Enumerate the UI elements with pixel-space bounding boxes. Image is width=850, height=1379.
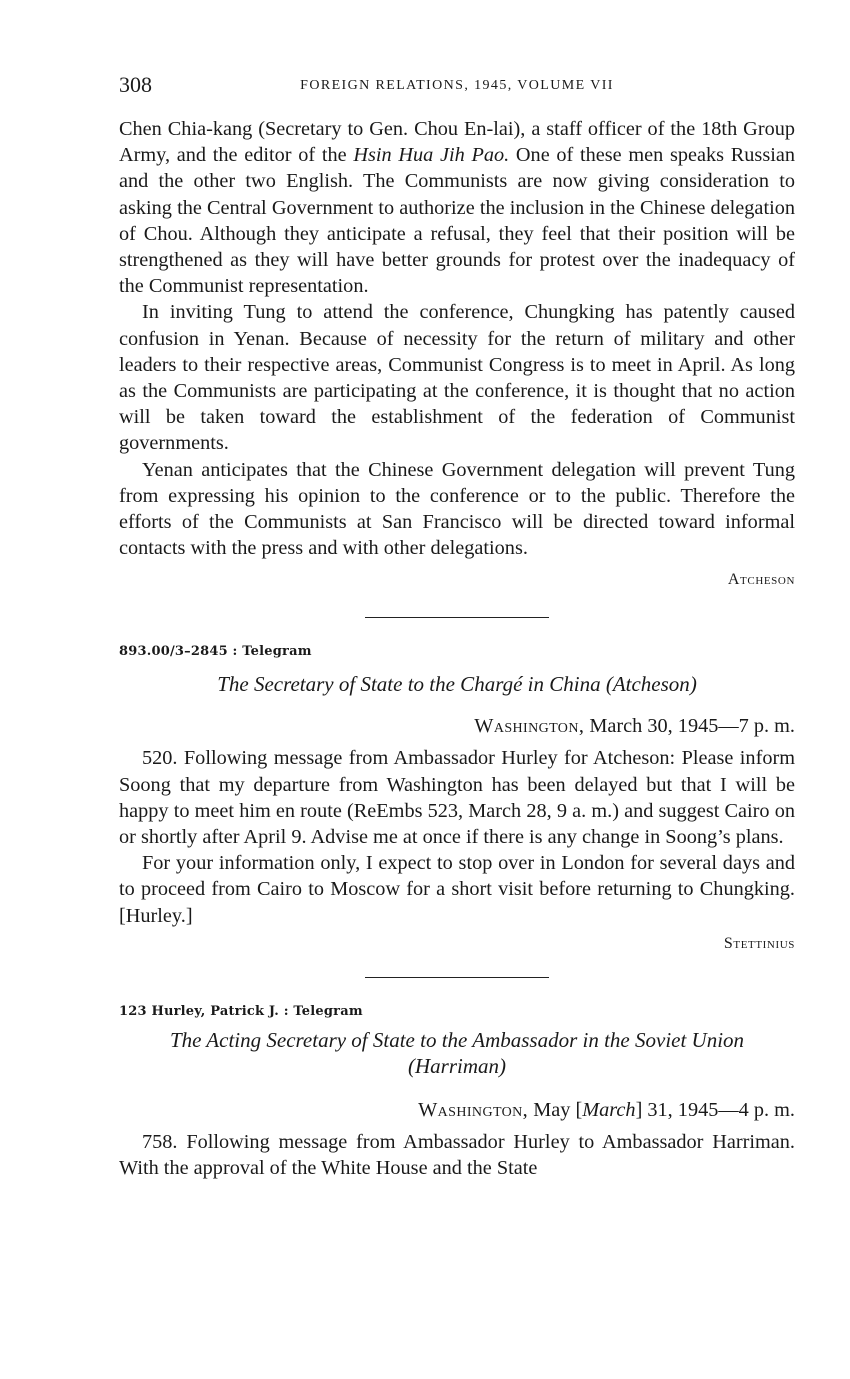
doc2-heading-recipient: Atcheson	[612, 672, 690, 697]
doc2-heading: The Secretary of State to the Chargé in China (Atcheson)	[217, 672, 697, 697]
running-head	[119, 72, 795, 102]
document-page	[119, 72, 795, 1181]
doc1-paragraph-3: Yenan anticipates that the Chinese Government delegation will prevent Tung from expressing his opinion to the conference or to the public. Therefore the efforts of the Communists at San Francisco will be directed toward informal contacts with the press and with other delegations.	[119, 458, 795, 560]
doc1-paragraph-2: In inviting Tung to attend the conference, Chungking has patently caused confusion in Yenan. Because of necessity for the return of military and other leaders to their respective areas, Communist Congress is to meet in April. As long as the Communists are participating at the conference, it is thought that no action will be taken toward the establishment of the federation of Communist governments.	[119, 301, 795, 455]
running-title: FOREIGN RELATIONS, 1945, VOLUME VII	[300, 78, 614, 93]
page-number: 308	[119, 72, 152, 97]
doc3-heading-recipient: Harriman	[414, 1053, 499, 1078]
doc3-paragraph-1: 758. Following message from Ambassador Hurley to Ambassador Harriman. With the approval of the White House and the State	[119, 1130, 795, 1180]
doc2-signature: Stettinius	[723, 934, 795, 952]
section-divider-1	[365, 617, 549, 618]
doc3-file-reference: 123 Hurley, Patrick J. : Telegram	[119, 1003, 363, 1019]
doc2-dateline: Washington, March 30, 1945—7 p. m.	[474, 715, 795, 738]
doc3-dateline: Washington, May [March] 31, 1945—4 p. m.	[418, 1098, 795, 1121]
doc2-file-reference: 893.00/3–2845 : Telegram	[119, 644, 312, 660]
doc2-paragraph-1: 520. Following message from Ambassador Hurley for Atcheson: Please inform Soong that my departure from Washington has been delayed but that I will be happy to meet him en route (ReEmbs 523, March 28, 9 a. m.) and suggest Cairo on or shortly after April 9. Advise me at once if there is any change in Soong’s plans.	[119, 747, 795, 849]
section-divider-2	[365, 977, 549, 978]
doc2-paragraph-2: For your information only, I expect to stop over in London for several days and to proceed from Cairo to Moscow for a short visit before returning to Chungking. [Hurley.]	[119, 852, 795, 927]
doc1-paragraph-1: Chen Chia-kang (Secretary to Gen. Chou En-lai), a staff officer of the 18th Group Army, and the editor of the Hsin Hua Jih Pao. One of these men speaks Russian and the other two English. The Communists are now giving consideration to asking the Central Government to authorize the inclusion in the Chinese delegation of Chou. Although they anticipate a refusal, they feel that their position will be strengthened as they will have better grounds for protest over the inadequacy of the Communist representation.	[119, 118, 795, 298]
doc3-heading: The Acting Secretary of State to the Ambassador in the Soviet Union (Harriman)	[169, 1027, 745, 1078]
newspaper-title: Hsin Hua Jih Pao.	[353, 144, 510, 167]
doc3-dateline-correction: March	[582, 1098, 636, 1121]
doc1-signature: Atcheson	[727, 571, 795, 589]
